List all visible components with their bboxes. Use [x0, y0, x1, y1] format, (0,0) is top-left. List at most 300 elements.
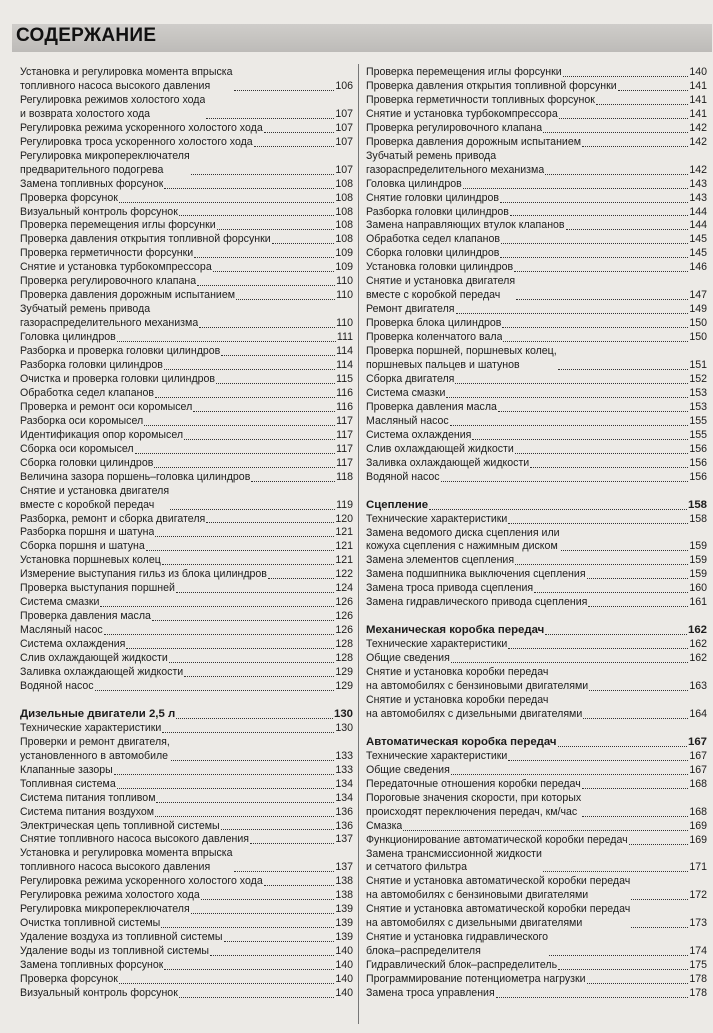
- dot-leader: [508, 759, 688, 761]
- toc-page-number: 120: [335, 512, 353, 525]
- toc-entry-label: Проверка давления дорожным испытанием: [366, 135, 582, 148]
- toc-entry-label: Замена троса привода сцепления: [366, 582, 534, 595]
- toc-entry[interactable]: [20, 624, 353, 638]
- toc-page-number: 156: [689, 470, 707, 483]
- toc-entry[interactable]: [366, 206, 707, 220]
- toc-entry[interactable]: [366, 303, 707, 317]
- toc-page-number: 139: [335, 917, 353, 930]
- toc-entry-label: Проверка и ремонт оси коромысел: [20, 400, 193, 413]
- toc-page-number: 141: [689, 79, 707, 92]
- toc-entry[interactable]: [366, 666, 707, 694]
- toc-entry-label: Замена топливных форсунок: [20, 177, 164, 190]
- toc-entry[interactable]: [20, 582, 353, 596]
- toc-page-number: 167: [687, 735, 707, 748]
- toc-entry-label: Замена топливных форсунок: [20, 959, 164, 972]
- toc-page-number: 109: [335, 261, 353, 274]
- toc-entry[interactable]: [366, 848, 707, 876]
- toc-page-number: 144: [689, 219, 707, 232]
- toc-entry-label: Технические характеристики: [20, 721, 162, 734]
- toc-entry[interactable]: [20, 540, 353, 554]
- toc-entry[interactable]: [20, 568, 353, 582]
- dot-leader: [155, 396, 335, 398]
- dot-leader: [144, 424, 335, 426]
- toc-entry[interactable]: [366, 415, 707, 429]
- dot-leader: [583, 717, 688, 719]
- toc-entry[interactable]: [366, 596, 707, 610]
- toc-entry[interactable]: [20, 736, 353, 764]
- toc-entry[interactable]: [366, 247, 707, 261]
- toc-page-number: 110: [336, 289, 353, 302]
- toc-page-number: 173: [689, 917, 707, 930]
- dot-leader: [450, 424, 689, 426]
- toc-entry[interactable]: [366, 652, 707, 666]
- toc-entry[interactable]: [20, 917, 353, 931]
- toc-entry[interactable]: [366, 192, 707, 206]
- toc-entry[interactable]: [20, 638, 353, 652]
- toc-entry-label: Зубчатый ремень привода газораспределительного механизма: [366, 149, 545, 176]
- toc-entry[interactable]: [20, 792, 353, 806]
- toc-page-number: 121: [335, 526, 353, 539]
- toc-entry-label: Разборка, ремонт и сборка двигателя: [20, 512, 206, 525]
- toc-entry[interactable]: [20, 931, 353, 945]
- toc-page-number: 178: [689, 973, 707, 986]
- toc-page-number: 145: [689, 233, 707, 246]
- toc-entry[interactable]: [20, 275, 353, 289]
- toc-page-number: 153: [689, 386, 707, 399]
- toc-entry[interactable]: [366, 875, 707, 903]
- toc-entry[interactable]: [20, 261, 353, 275]
- dot-leader: [463, 187, 689, 189]
- toc-entry[interactable]: [20, 373, 353, 387]
- toc-section-heading[interactable]: [366, 499, 707, 513]
- toc-entry[interactable]: [366, 513, 707, 527]
- toc-entry[interactable]: [20, 889, 353, 903]
- dot-leader: [155, 815, 334, 817]
- dot-leader: [582, 145, 688, 147]
- toc-entry[interactable]: [20, 331, 353, 345]
- toc-entry-label: Регулировка режима холостого хода: [20, 889, 200, 902]
- toc-entry[interactable]: [366, 66, 707, 80]
- dot-leader: [194, 256, 334, 258]
- toc-entry[interactable]: [366, 792, 707, 820]
- toc-entry[interactable]: [20, 820, 353, 834]
- dot-leader: [221, 354, 335, 356]
- toc-page-number: 143: [689, 191, 707, 204]
- toc-entry[interactable]: [20, 401, 353, 415]
- toc-page-number: 117: [336, 428, 353, 441]
- toc-entry-label: Слив охлаждающей жидкости: [20, 652, 168, 665]
- toc-page-number: 159: [689, 540, 707, 553]
- toc-page-number: 161: [689, 596, 707, 609]
- dot-leader: [95, 689, 335, 691]
- toc-page-number: 126: [335, 610, 353, 623]
- dot-leader: [199, 326, 335, 328]
- toc-entry[interactable]: [20, 833, 353, 847]
- toc-entry[interactable]: [366, 750, 707, 764]
- toc-entry[interactable]: [20, 443, 353, 457]
- toc-entry[interactable]: [366, 136, 707, 150]
- toc-page-number: 171: [689, 861, 707, 874]
- dot-leader: [201, 898, 335, 900]
- toc-entry-label: Снятие и установка турбокомпрессора: [366, 107, 558, 120]
- toc-entry[interactable]: [20, 219, 353, 233]
- dot-leader: [213, 270, 335, 272]
- toc-entry[interactable]: [366, 178, 707, 192]
- toc-page-number: 152: [689, 372, 707, 385]
- toc-entry[interactable]: [20, 652, 353, 666]
- toc-entry-label: Очистка и проверка головки цилиндров: [20, 372, 216, 385]
- toc-entry[interactable]: [20, 764, 353, 778]
- toc-entry[interactable]: [20, 945, 353, 959]
- toc-entry-label: Проверка давления дорожным испытанием: [20, 289, 236, 302]
- toc-entry[interactable]: [20, 973, 353, 987]
- dot-leader: [502, 326, 688, 328]
- toc-page-number: 130: [333, 707, 353, 720]
- toc-page-number: 110: [336, 275, 353, 288]
- toc-page-number: 114: [336, 359, 353, 372]
- dot-leader: [264, 884, 335, 886]
- toc-entry[interactable]: [366, 108, 707, 122]
- toc-entry[interactable]: [20, 387, 353, 401]
- toc-entry[interactable]: [366, 122, 707, 136]
- toc-entry[interactable]: [366, 931, 707, 959]
- toc-entry[interactable]: [20, 596, 353, 610]
- toc-page-number: 122: [335, 568, 353, 581]
- dot-leader: [234, 89, 335, 91]
- toc-entry[interactable]: [366, 443, 707, 457]
- dot-leader: [516, 298, 688, 300]
- toc-entry[interactable]: [20, 610, 353, 624]
- toc-entry[interactable]: [20, 680, 353, 694]
- toc-entry[interactable]: [20, 247, 353, 261]
- toc-entry-label: Разборка головки цилиндров: [366, 205, 509, 218]
- toc-entry[interactable]: [366, 233, 707, 247]
- toc-page-number: 136: [335, 819, 353, 832]
- toc-entry[interactable]: [20, 178, 353, 192]
- toc-entry-label: Сцепление: [366, 498, 429, 511]
- toc-page-number: 162: [689, 638, 707, 651]
- toc-page-number: 137: [335, 833, 353, 846]
- dot-leader: [179, 996, 334, 998]
- toc-entry[interactable]: [20, 485, 353, 513]
- toc-page-number: 133: [335, 749, 353, 762]
- dot-leader: [162, 563, 335, 565]
- toc-entry[interactable]: [20, 289, 353, 303]
- toc-entry[interactable]: [366, 764, 707, 778]
- toc-page-number: 128: [335, 638, 353, 651]
- toc-page-number: 130: [335, 721, 353, 734]
- toc-page-number: 155: [689, 414, 707, 427]
- toc-entry[interactable]: [366, 638, 707, 652]
- toc-entry-label: Снятие топливного насоса высокого давления: [20, 833, 250, 846]
- toc-entry[interactable]: [20, 457, 353, 471]
- dot-leader: [152, 619, 334, 621]
- toc-entry[interactable]: [366, 275, 707, 303]
- toc-page-number: 133: [335, 763, 353, 776]
- toc-section-heading[interactable]: [366, 736, 707, 750]
- toc-entry-label: Установка головки цилиндров: [366, 261, 514, 274]
- dot-leader: [119, 982, 334, 984]
- toc-entry[interactable]: [20, 875, 353, 889]
- toc-entry[interactable]: [366, 373, 707, 387]
- toc-page-number: 149: [689, 303, 707, 316]
- toc-entry[interactable]: [20, 192, 353, 206]
- dot-leader: [221, 828, 335, 830]
- dot-leader: [510, 214, 688, 216]
- toc-page-number: 117: [336, 456, 353, 469]
- toc-entry-label: Снятие и установка гидравлического блока–распределителя: [366, 931, 548, 958]
- toc-entry-label: Сборка головки цилиндров: [366, 247, 500, 260]
- dot-leader: [164, 187, 334, 189]
- toc-entry[interactable]: [20, 359, 353, 373]
- toc-entry-label: Установка и регулировка момента впрыска топливного насоса высокого давления: [20, 847, 233, 874]
- toc-entry[interactable]: [20, 471, 353, 485]
- toc-entry-label: Проверка давления масла: [366, 400, 497, 413]
- toc-entry[interactable]: [366, 568, 707, 582]
- toc-entry-label: Зубчатый ремень привода газораспределительного механизма: [20, 303, 199, 330]
- toc-entry-label: Электрическая цепь топливной системы: [20, 819, 220, 832]
- toc-entry[interactable]: [366, 959, 707, 973]
- toc-entry[interactable]: [366, 150, 707, 178]
- toc-page-number: 126: [335, 596, 353, 609]
- toc-entry-label: Сборка оси коромысел: [20, 442, 134, 455]
- dot-leader: [561, 549, 689, 551]
- dot-leader: [501, 242, 688, 244]
- toc-entry-label: Передаточные отношения коробки передач: [366, 777, 581, 790]
- toc-entry-label: Проверка коленчатого вала: [366, 331, 503, 344]
- toc-entry-label: Удаление воздуха из топливной системы: [20, 931, 223, 944]
- dot-leader: [164, 368, 335, 370]
- toc-entry[interactable]: [20, 136, 353, 150]
- page-title: СОДЕРЖАНИЕ: [16, 25, 157, 46]
- toc-entry[interactable]: [366, 317, 707, 331]
- toc-page-number: 146: [689, 261, 707, 274]
- toc-entry-label: Снятие и установка турбокомпрессора: [20, 261, 212, 274]
- toc-entry[interactable]: [366, 80, 707, 94]
- toc-entry[interactable]: [20, 429, 353, 443]
- dot-leader: [236, 298, 335, 300]
- toc-page-number: 156: [689, 456, 707, 469]
- toc-entry[interactable]: [366, 331, 707, 345]
- toc-entry[interactable]: [366, 527, 707, 555]
- toc-entry-label: Головка цилиндров: [20, 331, 116, 344]
- toc-section-heading[interactable]: [20, 708, 353, 722]
- toc-page-number: 108: [335, 205, 353, 218]
- toc-entry[interactable]: [366, 903, 707, 931]
- toc-entry[interactable]: [20, 303, 353, 331]
- dot-leader: [161, 926, 334, 928]
- toc-entry[interactable]: [20, 806, 353, 820]
- dot-leader: [206, 117, 334, 119]
- dot-leader: [191, 912, 335, 914]
- dot-leader: [170, 508, 335, 510]
- toc-entry-label: Сборка головки цилиндров: [20, 456, 154, 469]
- toc-entry[interactable]: [20, 513, 353, 527]
- toc-entry[interactable]: [20, 150, 353, 178]
- toc-page-number: 134: [335, 777, 353, 790]
- toc-page-number: 167: [689, 749, 707, 762]
- toc-entry[interactable]: [366, 820, 707, 834]
- dot-leader: [117, 340, 336, 342]
- toc-page-number: 107: [335, 107, 353, 120]
- toc-entry-label: Замена элементов сцепления: [366, 554, 515, 567]
- toc-entry-label: Снятие и установка коробки передач на автомобилях с бензиновыми двигателями: [366, 666, 589, 693]
- toc-entry[interactable]: [20, 526, 353, 540]
- toc-entry[interactable]: [366, 345, 707, 373]
- toc-entry[interactable]: [366, 387, 707, 401]
- section-gap: [20, 694, 353, 708]
- toc-entry[interactable]: [366, 973, 707, 987]
- toc-page-number: 107: [335, 163, 353, 176]
- dot-leader: [558, 368, 689, 370]
- toc-entry-label: Разборка поршня и шатуна: [20, 526, 155, 539]
- toc-entry-label: Проверка перемещения иглы форсунки: [366, 66, 562, 78]
- toc-entry-label: Визуальный контроль форсунок: [20, 986, 178, 999]
- toc-entry[interactable]: [20, 66, 353, 94]
- dot-leader: [162, 731, 334, 733]
- toc-entry[interactable]: [20, 345, 353, 359]
- dot-leader: [268, 577, 334, 579]
- toc-page-number: 168: [689, 805, 707, 818]
- toc-entry[interactable]: [366, 582, 707, 596]
- toc-entry-label: Замена троса управления: [366, 987, 495, 1000]
- dot-leader: [530, 466, 688, 468]
- toc-entry-label: Функционирование автоматической коробки передач: [366, 833, 628, 846]
- toc-entry-label: Величина зазора поршень–головка цилиндров: [20, 470, 251, 483]
- dot-leader: [472, 438, 688, 440]
- dot-leader: [100, 605, 334, 607]
- toc-entry[interactable]: [20, 778, 353, 792]
- toc-entry-label: Система охлаждения: [20, 638, 126, 651]
- dot-leader: [618, 89, 689, 91]
- toc-entry[interactable]: [366, 554, 707, 568]
- toc-page-number: 145: [689, 247, 707, 260]
- toc-entry[interactable]: [366, 834, 707, 848]
- toc-entry[interactable]: [20, 415, 353, 429]
- toc-right-column: [366, 66, 707, 1001]
- toc-page-number: 169: [689, 833, 707, 846]
- toc-page-number: 137: [335, 861, 353, 874]
- dot-leader: [197, 284, 335, 286]
- toc-page-number: 117: [336, 442, 353, 455]
- toc-entry[interactable]: [20, 666, 353, 680]
- toc-entry-label: Слив охлаждающей жидкости: [366, 442, 514, 455]
- toc-entry[interactable]: [366, 987, 707, 1001]
- toc-entry[interactable]: [20, 722, 353, 736]
- toc-entry[interactable]: [366, 778, 707, 792]
- dot-leader: [563, 75, 689, 77]
- toc-entry[interactable]: [20, 554, 353, 568]
- toc-page-number: 172: [689, 889, 707, 902]
- toc-page-number: 140: [335, 945, 353, 958]
- toc-entry-label: Проверка регулировочного клапана: [20, 275, 197, 288]
- toc-page-number: 150: [689, 317, 707, 330]
- toc-entry[interactable]: [20, 959, 353, 973]
- toc-entry-label: Головка цилиндров: [366, 177, 462, 190]
- toc-entry-label: Проверка выступания поршней: [20, 582, 175, 595]
- dot-leader: [254, 145, 335, 147]
- toc-entry-label: Обработка седел клапанов: [366, 233, 500, 246]
- toc-entry[interactable]: [20, 233, 353, 247]
- toc-entry-label: Заливка охлаждающей жидкости: [366, 456, 530, 469]
- dot-leader: [104, 633, 335, 635]
- dot-leader: [126, 647, 334, 649]
- toc-entry[interactable]: [20, 94, 353, 122]
- dot-leader: [496, 996, 689, 998]
- toc-entry-label: Проверка форсунок: [20, 973, 118, 985]
- toc-page-number: 114: [336, 345, 353, 358]
- toc-page-number: 106: [335, 79, 353, 92]
- toc-page-number: 144: [689, 205, 707, 218]
- toc-page-number: 108: [335, 233, 353, 246]
- toc-entry[interactable]: [366, 694, 707, 722]
- toc-entry-label: Заливка охлаждающей жидкости: [20, 665, 184, 678]
- toc-page-number: 162: [687, 624, 707, 637]
- toc-page-number: 119: [336, 498, 353, 511]
- toc-entry[interactable]: [20, 122, 353, 136]
- toc-page-number: 162: [689, 652, 707, 665]
- toc-entry-label: Снятие и установка автоматической коробки передач на автомобилях с бензиновыми двигателями: [366, 875, 631, 902]
- toc-page-number: 150: [689, 331, 707, 344]
- toc-entry[interactable]: [20, 206, 353, 220]
- dot-leader: [429, 508, 687, 510]
- dot-leader: [146, 549, 335, 551]
- dot-leader: [559, 117, 689, 119]
- toc-entry[interactable]: [366, 94, 707, 108]
- toc-entry[interactable]: [366, 457, 707, 471]
- dot-leader: [543, 870, 688, 872]
- toc-page-number: 174: [689, 945, 707, 958]
- toc-entry-label: Система питания топливом: [20, 791, 156, 804]
- toc-section-heading[interactable]: [366, 624, 707, 638]
- dot-leader: [155, 535, 334, 537]
- toc-entry-label: Система охлаждения: [366, 428, 472, 441]
- toc-page-number: 109: [335, 247, 353, 260]
- toc-entry[interactable]: [20, 903, 353, 917]
- toc-page-number: 167: [689, 763, 707, 776]
- toc-page-number: 138: [335, 889, 353, 902]
- toc-entry-label: Регулировка режима ускоренного холостого хода: [20, 875, 263, 888]
- toc-page-number: 156: [689, 442, 707, 455]
- toc-page-number: 141: [689, 93, 707, 106]
- toc-entry-label: Масляный насос: [20, 624, 103, 637]
- dot-leader: [587, 982, 689, 984]
- toc-entry[interactable]: [366, 471, 707, 485]
- dot-leader: [171, 759, 335, 761]
- dot-leader: [184, 675, 334, 677]
- toc-entry[interactable]: [366, 219, 707, 233]
- toc-entry-label: Гидравлический блок–распределитель: [366, 959, 558, 972]
- toc-entry-label: Водяной насос: [20, 679, 94, 692]
- toc-entry[interactable]: [366, 261, 707, 275]
- dot-leader: [216, 382, 335, 384]
- toc-page-number: 134: [335, 791, 353, 804]
- toc-page-number: 116: [336, 386, 353, 399]
- toc-entry-label: Замена направляющих втулок клапанов: [366, 219, 565, 232]
- dot-leader: [588, 605, 688, 607]
- dot-leader: [500, 201, 688, 203]
- toc-page-number: 115: [336, 372, 353, 385]
- toc-entry[interactable]: [20, 847, 353, 875]
- toc-page-number: 141: [689, 107, 707, 120]
- toc-page-number: 107: [335, 121, 353, 134]
- toc-page-number: 140: [335, 986, 353, 999]
- toc-entry[interactable]: [366, 429, 707, 443]
- toc-entry[interactable]: [366, 401, 707, 415]
- toc-entry[interactable]: [20, 987, 353, 1001]
- dot-leader: [558, 745, 687, 747]
- toc-entry-label: Проверка давления открытия топливной форсунки: [20, 233, 271, 246]
